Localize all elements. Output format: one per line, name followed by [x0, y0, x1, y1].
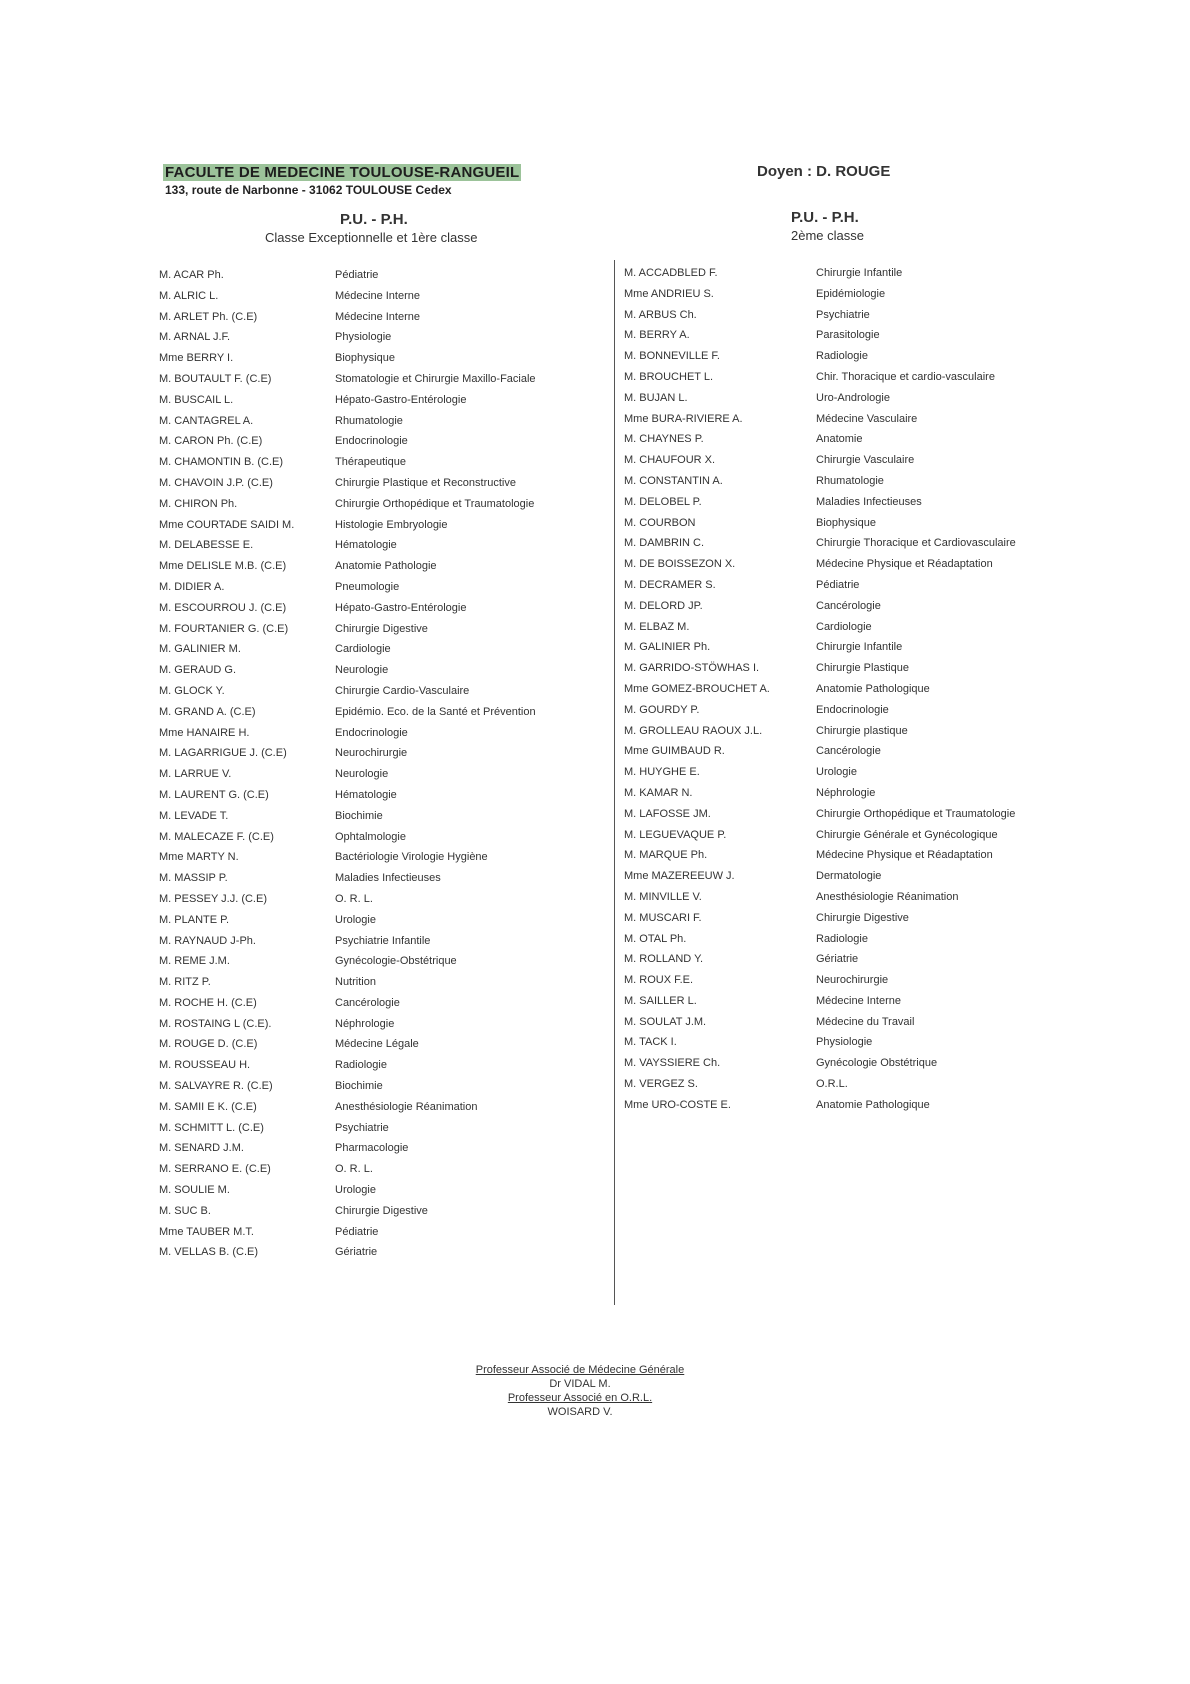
professor-specialty: Anatomie Pathologique	[816, 1098, 930, 1111]
professor-specialty: Ophtalmologie	[335, 830, 406, 843]
professor-specialty: Radiologie	[816, 932, 868, 945]
professor-specialty: Pédiatrie	[816, 578, 860, 591]
professor-specialty: Maladies Infectieuses	[816, 495, 922, 508]
professor-name: M. CANTAGREL A.	[159, 414, 254, 427]
professor-specialty: Cancérologie	[816, 599, 881, 612]
professor-specialty: Chirurgie Générale et Gynécologique	[816, 828, 998, 841]
professor-specialty: Chirurgie Cardio-Vasculaire	[335, 684, 470, 697]
faculty-address: 133, route de Narbonne - 31062 TOULOUSE Cedex	[165, 183, 452, 197]
professor-row	[159, 806, 599, 827]
professor-name: M. HUYGHE E.	[624, 766, 700, 779]
professor-specialty: Cardiologie	[335, 643, 391, 656]
professor-row	[159, 910, 599, 931]
professor-specialty: Cancérologie	[335, 996, 400, 1009]
professor-row	[159, 619, 599, 640]
professor-row	[159, 743, 599, 764]
professor-specialty: Neurologie	[335, 768, 389, 781]
footer-name-vidal: Dr VIDAL M.	[549, 1378, 611, 1390]
professor-name: M. ESCOURROU J. (C.E)	[159, 601, 287, 614]
professor-name: M. DAMBRIN C.	[624, 537, 705, 550]
professor-specialty: Pneumologie	[335, 580, 400, 593]
professor-specialty: Gériatrie	[335, 1246, 378, 1259]
professor-specialty: Neurochirurgie	[335, 747, 408, 760]
professor-name: M. GLOCK Y.	[159, 684, 225, 697]
professor-row	[159, 723, 599, 744]
left-professor-list	[159, 265, 599, 1263]
professor-name: Mme DELISLE M.B. (C.E)	[159, 560, 287, 573]
professor-name: M. RITZ P.	[159, 976, 211, 989]
professor-row	[159, 1118, 599, 1139]
professor-row	[624, 409, 1064, 430]
professor-specialty: Médecine Interne	[335, 310, 420, 323]
professor-specialty: O. R. L.	[335, 892, 373, 905]
professor-row	[159, 598, 599, 619]
professor-row	[624, 617, 1064, 638]
professor-specialty: Cancérologie	[816, 745, 881, 758]
professor-name: M. ROCHE H. (C.E)	[159, 996, 257, 1009]
professor-row	[159, 993, 599, 1014]
professor-name: M. LEVADE T.	[159, 809, 229, 822]
professor-row	[624, 596, 1064, 617]
professor-name: M. SUC B.	[159, 1204, 211, 1217]
professor-row	[624, 325, 1064, 346]
professor-row	[159, 452, 599, 473]
professor-row	[624, 1032, 1064, 1053]
professor-name: M. CONSTANTIN A.	[624, 474, 723, 487]
professor-name: Mme ANDRIEU S.	[624, 287, 714, 300]
professor-row	[624, 575, 1064, 596]
professor-row	[159, 515, 599, 536]
professor-row	[159, 390, 599, 411]
professor-row	[624, 721, 1064, 742]
professor-name: M. ACCADBLED F.	[624, 267, 718, 279]
professor-specialty: Chirurgie Plastique et Reconstructive	[335, 476, 516, 489]
professor-specialty: Chirurgie Digestive	[335, 622, 428, 635]
professor-specialty: Endocrinologie	[335, 435, 408, 448]
professor-specialty: Histologie Embryologie	[335, 518, 448, 531]
professor-name: M. DELORD JP.	[624, 599, 703, 612]
professor-name: M. SOULIE M.	[159, 1184, 230, 1197]
professor-row	[159, 1097, 599, 1118]
professor-name: Mme URO-COSTE E.	[624, 1098, 731, 1111]
professor-name: M. CHAUFOUR X.	[624, 454, 716, 467]
professor-row	[624, 554, 1064, 575]
professor-name: M. DE BOISSEZON X.	[624, 558, 736, 571]
professor-row	[624, 388, 1064, 409]
professor-name: M. DELOBEL P.	[624, 495, 702, 508]
professor-row	[624, 1012, 1064, 1033]
professor-specialty: Médecine Physique et Réadaptation	[816, 849, 993, 862]
professor-row	[624, 533, 1064, 554]
professor-row	[159, 535, 599, 556]
professor-row	[624, 804, 1064, 825]
right-professor-list	[624, 263, 1064, 1116]
professor-name: M. ROUSSEAU H.	[159, 1059, 251, 1072]
professor-specialty: Médecine Vasculaire	[816, 412, 918, 425]
professor-name: M. OTAL Ph.	[624, 932, 687, 945]
professor-row	[624, 700, 1064, 721]
professor-name: M. CHAVOIN J.P. (C.E)	[159, 476, 273, 489]
professor-name: M. CHAMONTIN B. (C.E)	[159, 456, 284, 469]
professor-row	[159, 411, 599, 432]
professor-name: M. CHIRON Ph.	[159, 497, 238, 510]
professor-specialty: Urologie	[335, 1184, 376, 1197]
professor-name: M. BERRY A.	[624, 329, 690, 342]
left-column-title: P.U. - P.H.	[340, 211, 408, 228]
professor-specialty: Neurochirurgie	[816, 974, 889, 987]
professor-specialty: Psychiatrie	[816, 308, 870, 321]
professor-row	[159, 639, 599, 660]
professor-specialty: Gynécologie Obstétrique	[816, 1057, 938, 1070]
professor-specialty: Chirurgie Vasculaire	[816, 454, 915, 467]
professor-name: M. MUSCARI F.	[624, 911, 702, 924]
professor-specialty: Endocrinologie	[816, 703, 889, 716]
professor-name: M. COURBON	[624, 516, 696, 529]
professor-name: M. VAYSSIERE Ch.	[624, 1057, 721, 1070]
professor-specialty: Neurologie	[335, 664, 389, 677]
professor-specialty: Anatomie	[816, 433, 863, 446]
professor-specialty: Chirurgie Digestive	[335, 1204, 428, 1217]
professor-specialty: Hématologie	[335, 788, 397, 801]
professor-name: M. GERAUD G.	[159, 664, 237, 677]
professor-specialty: Urologie	[816, 766, 857, 779]
professor-specialty: Gériatrie	[816, 953, 859, 966]
professor-specialty: Gynécologie-Obstétrique	[335, 955, 457, 968]
professor-row	[159, 327, 599, 348]
professor-specialty: Endocrinologie	[335, 726, 408, 739]
professor-row	[159, 1222, 599, 1243]
professor-row	[159, 494, 599, 515]
professor-name: M. SALVAYRE R. (C.E)	[159, 1080, 273, 1093]
professor-name: M. ROUX F.E.	[624, 974, 694, 987]
professor-name: Mme COURTADE SAIDI M.	[159, 518, 295, 531]
professor-name: M. LEGUEVAQUE P.	[624, 828, 727, 841]
professor-specialty: Physiologie	[335, 331, 392, 344]
professor-specialty: Chirurgie Infantile	[816, 641, 903, 654]
professor-specialty: Physiologie	[816, 1036, 873, 1049]
professor-row	[624, 492, 1064, 513]
professor-row	[624, 991, 1064, 1012]
column-divider	[614, 260, 615, 1305]
professor-row	[624, 367, 1064, 388]
professor-name: M. MASSIP P.	[159, 872, 228, 885]
professor-name: M. DIDIER A.	[159, 580, 225, 593]
professor-row	[159, 1138, 599, 1159]
professor-row	[159, 556, 599, 577]
professor-row	[159, 785, 599, 806]
dean-label: Doyen : D. ROUGE	[757, 163, 891, 180]
professor-row	[159, 369, 599, 390]
professor-name: Mme MAZEREEUW J.	[624, 870, 735, 883]
professor-row	[624, 450, 1064, 471]
professor-specialty: Médecine Interne	[816, 994, 901, 1007]
professor-row	[624, 637, 1064, 658]
professor-name: M. GALINIER M.	[159, 643, 241, 656]
professor-specialty: Radiologie	[816, 350, 868, 363]
professor-name: M. FOURTANIER G. (C.E)	[159, 622, 289, 635]
professor-row	[624, 887, 1064, 908]
professor-name: M. ARBUS Ch.	[624, 308, 697, 321]
professor-name: M. ARLET Ph. (C.E)	[159, 310, 258, 323]
professor-row	[624, 513, 1064, 534]
professor-name: M. LAURENT G. (C.E)	[159, 788, 269, 801]
professor-specialty: Chirurgie plastique	[816, 724, 908, 737]
professor-row	[624, 866, 1064, 887]
professor-row	[624, 1095, 1064, 1116]
professor-specialty: Nutrition	[335, 976, 376, 989]
professor-specialty: Cardiologie	[816, 620, 872, 633]
professor-row	[624, 741, 1064, 762]
faculty-name: FACULTE DE MEDECINE TOULOUSE-RANGUEIL	[165, 164, 520, 181]
professor-name: Mme TAUBER M.T.	[159, 1225, 254, 1238]
professor-row	[624, 949, 1064, 970]
professor-specialty: Hématologie	[335, 539, 397, 552]
professor-name: M. ACAR Ph.	[159, 269, 224, 281]
professor-specialty: Chirurgie Infantile	[816, 267, 903, 279]
professor-specialty: Anesthésiologie Réanimation	[816, 890, 959, 903]
professor-name: M. SERRANO E. (C.E)	[159, 1163, 271, 1176]
professor-specialty: Biochimie	[335, 809, 383, 822]
professor-name: M. LAFOSSE JM.	[624, 807, 711, 820]
professor-name: M. GALINIER Ph.	[624, 641, 711, 654]
professor-name: M. DELABESSE E.	[159, 539, 254, 552]
professor-row	[159, 1159, 599, 1180]
professor-specialty: O. R. L.	[335, 1163, 373, 1176]
professor-row	[624, 658, 1064, 679]
professor-row	[159, 577, 599, 598]
professor-row	[159, 307, 599, 328]
professor-name: M. KAMAR N.	[624, 786, 693, 799]
professor-row	[159, 431, 599, 452]
professor-name: M. LARRUE V.	[159, 768, 232, 781]
professor-row	[159, 1201, 599, 1222]
professor-name: M. SOULAT J.M.	[624, 1015, 707, 1028]
professor-specialty: Stomatologie et Chirurgie Maxillo-Faciale	[335, 372, 536, 385]
professor-name: M. CARON Ph. (C.E)	[159, 435, 263, 448]
professor-name: M. GROLLEAU RAOUX J.L.	[624, 724, 763, 737]
professor-row	[159, 827, 599, 848]
professor-specialty: Anatomie Pathologique	[816, 682, 930, 695]
professor-specialty: Chir. Thoracique et cardio-vasculaire	[816, 370, 995, 383]
professor-row	[159, 1034, 599, 1055]
professor-name: M. MALECAZE F. (C.E)	[159, 830, 274, 843]
professor-row	[624, 305, 1064, 326]
professor-specialty: Chirurgie Thoracique et Cardiovasculaire	[816, 537, 1016, 550]
professor-specialty: Pédiatrie	[335, 1225, 379, 1238]
professor-name: Mme MARTY N.	[159, 851, 239, 864]
professor-specialty: Médecine Légale	[335, 1038, 419, 1051]
footer-title-orl: Professeur Associé en O.R.L.	[507, 1392, 653, 1404]
professor-name: M. MARQUE Ph.	[624, 849, 708, 862]
professor-name: M. PESSEY J.J. (C.E)	[159, 892, 267, 905]
professor-specialty: Dermatologie	[816, 870, 882, 883]
professor-specialty: Pharmacologie	[335, 1142, 409, 1155]
footer	[420, 1363, 740, 1419]
professor-specialty: Médecine du Travail	[816, 1015, 915, 1028]
professor-row	[624, 762, 1064, 783]
professor-specialty: Hépato-Gastro-Entérologie	[335, 601, 467, 614]
professor-specialty: Rhumatologie	[816, 474, 884, 487]
left-column-subtitle: Classe Exceptionnelle et 1ère classe	[265, 230, 478, 245]
professor-specialty: Uro-Andrologie	[816, 391, 890, 404]
professor-specialty: Médecine Physique et Réadaptation	[816, 558, 993, 571]
professor-name: Mme BURA-RIVIERE A.	[624, 412, 743, 425]
footer-name-woisard: WOISARD V.	[547, 1406, 613, 1418]
professor-row	[159, 951, 599, 972]
professor-row	[159, 265, 599, 286]
professor-row	[624, 679, 1064, 700]
professor-name: M. TACK I.	[624, 1036, 677, 1049]
professor-row	[624, 1074, 1064, 1095]
professor-row	[159, 660, 599, 681]
professor-name: M. BOUTAULT F. (C.E)	[159, 372, 272, 385]
professor-name: Mme GUIMBAUD R.	[624, 745, 725, 758]
professor-specialty: Hépato-Gastro-Entérologie	[335, 393, 467, 406]
professor-row	[624, 783, 1064, 804]
professor-row	[159, 889, 599, 910]
professor-name: M. BUJAN L.	[624, 391, 688, 404]
professor-row	[159, 847, 599, 868]
professor-specialty: Médecine Interne	[335, 289, 420, 302]
professor-name: M. ELBAZ M.	[624, 620, 690, 633]
professor-row	[624, 845, 1064, 866]
professor-row	[159, 1242, 599, 1263]
professor-name: M. SCHMITT L. (C.E)	[159, 1121, 264, 1134]
professor-name: M. ALRIC L.	[159, 289, 219, 302]
professor-name: M. DECRAMER S.	[624, 578, 716, 591]
professor-row	[624, 825, 1064, 846]
professor-specialty: Biophysique	[816, 516, 876, 529]
professor-row	[624, 346, 1064, 367]
professor-row	[159, 972, 599, 993]
professor-specialty: Maladies Infectieuses	[335, 872, 441, 885]
professor-name: M. MINVILLE V.	[624, 890, 702, 903]
professor-specialty: Anatomie Pathologie	[335, 560, 437, 573]
professor-specialty: Rhumatologie	[335, 414, 403, 427]
professor-row	[159, 764, 599, 785]
professor-name: M. GARRIDO-STÖWHAS I.	[624, 662, 760, 675]
professor-name: M. SAMII E K. (C.E)	[159, 1100, 257, 1113]
professor-specialty: Pédiatrie	[335, 269, 379, 281]
professor-specialty: Néphrologie	[816, 786, 876, 799]
professor-name: Mme HANAIRE H.	[159, 726, 250, 739]
professor-name: M. BONNEVILLE F.	[624, 350, 720, 363]
professor-name: M. GOURDY P.	[624, 703, 700, 716]
professor-name: M. REME J.M.	[159, 955, 230, 968]
professor-row	[624, 263, 1064, 284]
professor-specialty: O.R.L.	[816, 1078, 848, 1091]
professor-specialty: Néphrologie	[335, 1017, 395, 1030]
professor-row	[624, 908, 1064, 929]
professor-specialty: Epidémio. Eco. de la Santé et Prévention	[335, 705, 536, 718]
professor-specialty: Psychiatrie Infantile	[335, 934, 431, 947]
professor-specialty: Psychiatrie	[335, 1121, 389, 1134]
professor-row	[624, 970, 1064, 991]
professor-name: M. PLANTE P.	[159, 913, 230, 926]
professor-specialty: Urologie	[335, 913, 376, 926]
professor-row	[624, 429, 1064, 450]
professor-specialty: Biochimie	[335, 1080, 383, 1093]
professor-row	[159, 1076, 599, 1097]
right-column-title: P.U. - P.H.	[791, 209, 859, 226]
professor-row	[159, 1014, 599, 1035]
professor-name: M. LAGARRIGUE J. (C.E)	[159, 747, 287, 760]
professor-specialty: Radiologie	[335, 1059, 387, 1072]
professor-specialty: Epidémiologie	[816, 287, 886, 300]
professor-name: M. BROUCHET L.	[624, 370, 714, 383]
professor-specialty: Biophysique	[335, 352, 395, 365]
professor-name: M. ROSTAING L (C.E).	[159, 1017, 272, 1030]
professor-name: M. VERGEZ S.	[624, 1078, 698, 1091]
professor-name: M. SENARD J.M.	[159, 1142, 244, 1155]
professor-specialty: Chirurgie Orthopédique et Traumatologie	[335, 497, 535, 510]
professor-row	[159, 681, 599, 702]
professor-name: M. VELLAS B. (C.E)	[159, 1246, 259, 1259]
professor-specialty: Chirurgie Orthopédique et Traumatologie	[816, 807, 1016, 820]
professor-name: Mme GOMEZ-BROUCHET A.	[624, 682, 770, 695]
footer-title-general-medicine: Professeur Associé de Médecine Générale	[475, 1364, 685, 1376]
professor-name: M. BUSCAIL L.	[159, 393, 234, 406]
professor-name: M. ROLLAND Y.	[624, 953, 704, 966]
professor-name: M. SAILLER L.	[624, 994, 697, 1007]
professor-name: Mme BERRY I.	[159, 352, 234, 365]
professor-row	[624, 929, 1064, 950]
professor-row	[159, 286, 599, 307]
professor-row	[159, 868, 599, 889]
professor-specialty: Bactériologie Virologie Hygiène	[335, 851, 488, 864]
professor-row	[159, 473, 599, 494]
professor-name: M. ARNAL J.F.	[159, 331, 231, 344]
professor-row	[624, 1053, 1064, 1074]
professor-row	[624, 471, 1064, 492]
professor-row	[159, 1180, 599, 1201]
professor-name: M. ROUGE D. (C.E)	[159, 1038, 258, 1051]
professor-specialty: Thérapeutique	[335, 456, 406, 469]
professor-specialty: Chirurgie Digestive	[816, 911, 909, 924]
professor-specialty: Parasitologie	[816, 329, 880, 342]
right-column-subtitle: 2ème classe	[791, 228, 864, 243]
professor-name: M. GRAND A. (C.E)	[159, 705, 256, 718]
professor-row	[159, 348, 599, 369]
professor-name: M. RAYNAUD J-Ph.	[159, 934, 256, 947]
professor-specialty: Anesthésiologie Réanimation	[335, 1100, 478, 1113]
professor-row	[159, 1055, 599, 1076]
professor-name: M. CHAYNES P.	[624, 433, 704, 446]
professor-specialty: Chirurgie Plastique	[816, 662, 909, 675]
professor-row	[624, 284, 1064, 305]
professor-row	[159, 702, 599, 723]
professor-row	[159, 931, 599, 952]
